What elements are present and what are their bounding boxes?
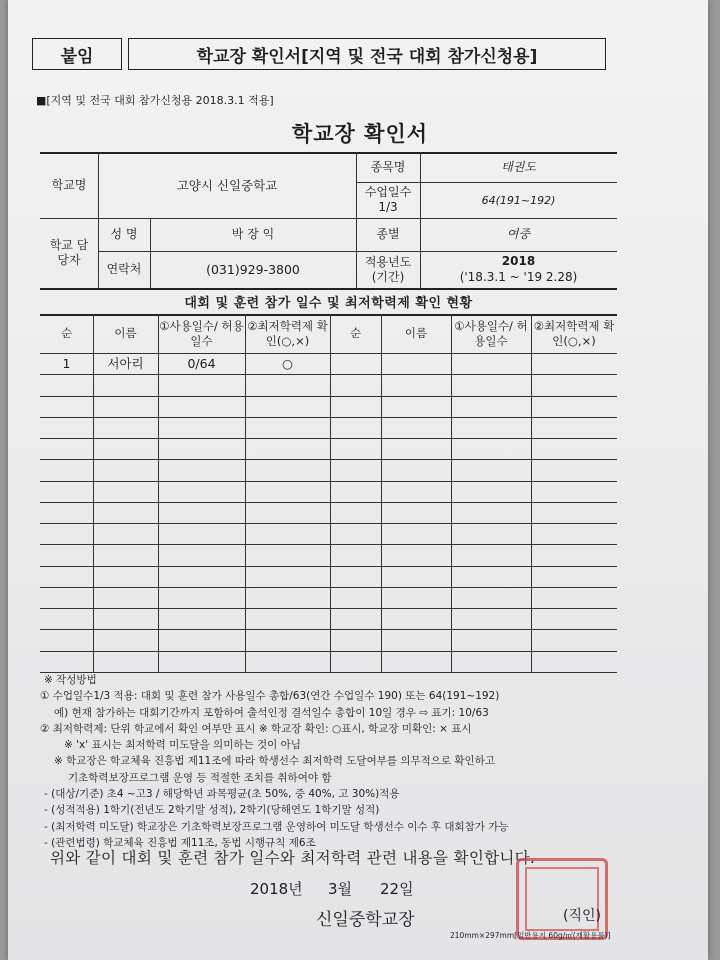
note-line: ※ 작성방법 (44, 674, 97, 686)
header-title-box (128, 38, 606, 70)
paper-spec: 210mm×297mm[일반용지 60g/㎡(재활용품)] (450, 931, 611, 940)
date-day: 22일 (380, 880, 414, 898)
date-year: 2018년 (250, 880, 303, 898)
year-cell (420, 251, 617, 288)
class-days-label: 수업일수 1/3 (364, 185, 412, 214)
confirmation-text: 위와 같이 대회 및 훈련 참가 일수와 최저학력 관련 내용을 확인합니다. (50, 849, 536, 867)
attachment-label-box (32, 38, 122, 70)
table-cell-no: 1 (62, 356, 71, 371)
table-header-cell: 이름 (404, 326, 428, 340)
table-header-cell: ②최저학력제 확인(○,×) (247, 318, 328, 348)
instructions (40, 672, 630, 851)
table-column-line (330, 314, 331, 672)
phone-label: 연락처 (106, 262, 142, 276)
contact-person-label: 학교 담당자 (49, 238, 89, 267)
category-value: 여중 (506, 227, 531, 241)
event-value: 태권도 (501, 159, 536, 174)
year-label: 적용년도 (기간) (364, 254, 412, 284)
note-line: ① 수업일수1/3 적용: 대회 및 훈련 참가 사용일수 총합/63(연간 수업일수 190) 또는 64(191~192) (40, 690, 500, 703)
header-title: 학교장 확인서[지역 및 전국 대회 참가신청용] (196, 46, 538, 67)
document-title: 학교장 확인서 (291, 122, 429, 146)
note-line: ② 최저학력제: 단위 학교에서 확인 여부만 표시 ※ 학교장 확인: ○표시, 학교장 미확인: × 표시 (40, 722, 472, 735)
note-line: ※ 'x' 표시는 최저학력 미도달을 의미하는 것이 아님 (64, 739, 301, 752)
school-name-label: 학교명 (51, 177, 87, 192)
period-value: ('18.3.1 ~ '19 2.28) (459, 270, 578, 284)
date-month: 3월 (328, 880, 353, 898)
note-line: 예) 현재 참가하는 대회기간까지 포함하여 출석인정 결석일수 총합이 10일 경우 ⇨ 표기: 10/63 (54, 706, 489, 719)
table-column-line (381, 314, 382, 672)
official-seal (516, 858, 608, 940)
table-header-cell: ①사용일수/ 허용일수 (159, 318, 244, 348)
info-table-bottom (40, 288, 617, 290)
subheading: ■[지역 및 전국 대회 참가신청용 2018.3.1 적용] (36, 94, 274, 107)
contact-name: 박 장 익 (231, 227, 275, 241)
note-line: - (관련법령) 학교체육 진흥법 제11조, 동법 시행규칙 제6조 (44, 836, 316, 849)
table-header-cell: 순 (60, 326, 73, 340)
event-label: 종목명 (370, 159, 406, 174)
table-header-cell: ②최저학력제 확인(○,×) (533, 318, 615, 348)
phone-value: (031)929-3800 (206, 262, 300, 277)
section-title: 대회 및 훈련 참가 일수 및 최저학력제 확인 현황 (184, 296, 473, 311)
note-line: 기초학력보장프로그램 운영 등 적절한 조치를 취하여야 함 (68, 771, 332, 784)
table-cell-name: 서아리 (107, 356, 144, 371)
note-line: - (성적적용) 1학기(전년도 2학기말 성적), 2학기(당해연도 1학기말 성적) (44, 804, 380, 817)
table-column-line (531, 314, 532, 672)
attachment-label: 붙임 (60, 46, 94, 67)
note-line: - (최저학력 미도달) 학교장은 기초학력보장프로그램 운영하여 미도달 학생선수 이수 후 대회참가 가능 (44, 820, 509, 833)
seal-label: (직인) (563, 908, 601, 924)
category-label: 종별 (376, 227, 400, 241)
table-column-line (451, 314, 452, 672)
year-value: 2018 (501, 254, 536, 268)
table-header-cell: 순 (349, 326, 362, 340)
table-cell-check: ○ (282, 356, 293, 371)
name-label: 성 명 (110, 227, 138, 241)
principal-title: 신일중학교장 (316, 910, 415, 930)
note-line: - (대상/기준) 초4 ~고3 / 해당학년 과목평균(초 50%, 중 40%, 고 30%)적용 (44, 788, 400, 801)
table-header-cell: 이름 (114, 326, 137, 340)
note-line: ※ 학교장은 학교체육 진흥법 제11조에 따라 학생선수 최저학력 도달여부를 의무적으로 확인하고 (54, 755, 495, 768)
table-header-cell: ①사용일수/ 허용일수 (454, 318, 528, 348)
table-cell-days: 0/64 (187, 356, 216, 371)
school-name: 고양시 신일중학교 (176, 177, 278, 193)
class-days-value: 64(191~192) (481, 193, 556, 207)
